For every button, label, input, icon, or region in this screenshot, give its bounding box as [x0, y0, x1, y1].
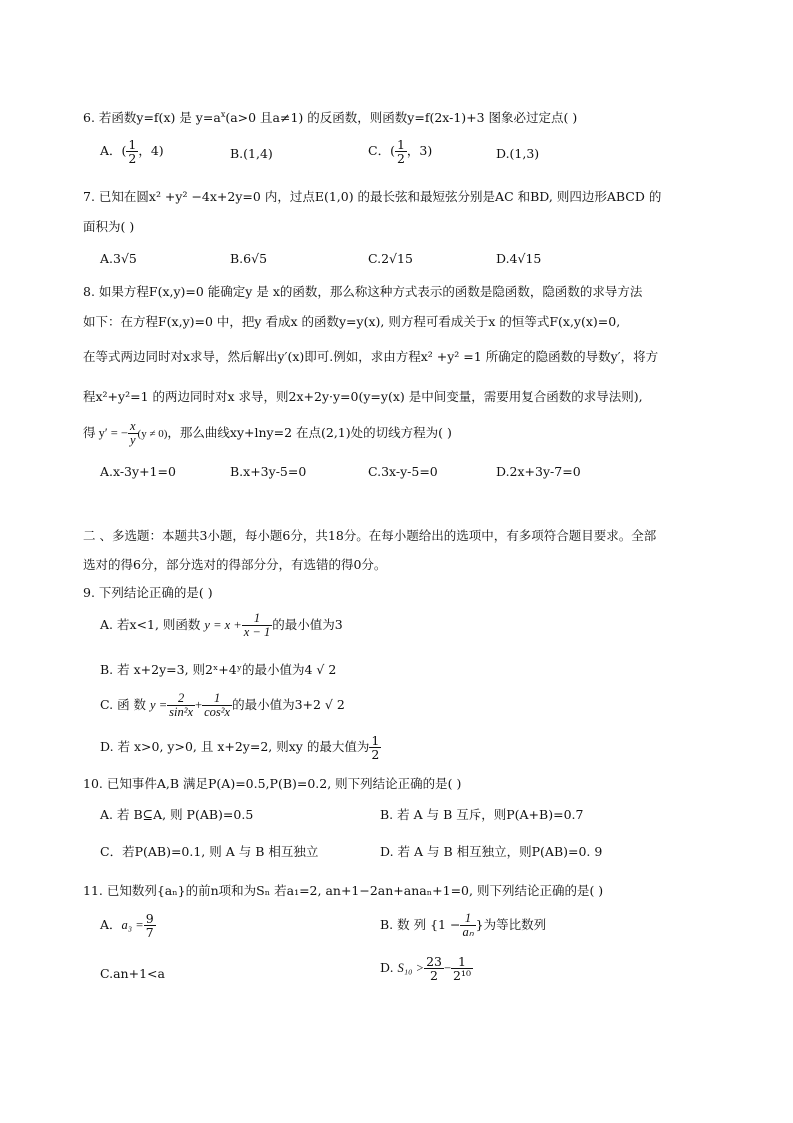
q9-option-a-fraction	[242, 612, 272, 639]
q11-option-d-pre: D.	[380, 960, 394, 975]
q11-option-a-fraction	[144, 912, 156, 939]
q9-option-b: B. 若 x+2y=3, 则2ˣ+4ʸ的最小值为4 √ 2	[100, 662, 337, 677]
q9-option-c-fraction1	[167, 692, 195, 719]
q9-option-d-num: 1	[371, 733, 380, 748]
q7-line2: 面积为( )	[83, 219, 135, 234]
q10-stem: 10. 已知事件A,B 满足P(A)=0.5,P(B)=0.2, 则下列结论正确的是( )	[83, 776, 462, 791]
q6-option-c-label: C．(	[368, 143, 395, 158]
q8-option-c: C.3x-y-5=0	[368, 464, 438, 479]
section2-line1: 二 、多选题：本题共3小题，每小题6分，共18分。在每小题给出的选项中，有多项符合题目要求。全部	[83, 528, 657, 543]
q8-line5-den: y	[129, 433, 136, 447]
q11-option-d-den2: 2¹⁰	[453, 968, 472, 983]
q7-option-c: C.2√15	[368, 251, 413, 266]
q11-option-a-math: a₃ =	[121, 918, 144, 932]
q11-option-c: C.an+1<a	[100, 966, 165, 981]
q6-option-a-fraction	[126, 138, 138, 165]
q6-stem-text: 6. 若函数y=f(x) 是 y=a	[83, 110, 221, 126]
q9-option-d-fraction	[369, 734, 381, 761]
q6-option-a-num: 1	[128, 137, 137, 152]
q9-option-d-pre: D. 若 x>0, y>0, 且 x+2y=2, 则xy 的最大值为	[100, 739, 370, 754]
q10-option-b: B. 若 A 与 B 互斥，则P(A+B)=0.7	[380, 807, 584, 822]
q6-option-a-rest: ，4)	[138, 143, 164, 158]
q11-option-d-num2: 1	[451, 955, 473, 969]
q9-option-c-den2: cos²x	[204, 705, 231, 719]
q8-line5-num: x	[129, 419, 136, 433]
q8-line5-pre: 得 y′ = −	[83, 426, 128, 440]
q9-option-c-num1: 2	[167, 692, 195, 706]
q6-option-a-den: 2	[128, 151, 137, 166]
q10-option-d: D. 若 A 与 B 相互独立，则P(AB)=0. 9	[380, 844, 603, 859]
q6-option-c-num: 1	[396, 137, 405, 152]
q8-option-a: A.x-3y+1=0	[100, 464, 176, 479]
q11-option-b-num: 1	[460, 912, 475, 926]
q8-line5	[83, 420, 452, 447]
q8-line5-post: ，那么曲线xy+lny=2 在点(2,1)处的切线方程为( )	[167, 425, 452, 440]
q11-option-a-den: 7	[145, 925, 154, 940]
q7-option-d: D.4√15	[496, 251, 542, 266]
q11-option-d-num1: 23	[426, 954, 442, 969]
q7-option-a: A.3√5	[100, 251, 137, 266]
q11-option-a-pre: A．	[100, 917, 122, 932]
section2-line2: 选对的得6分，部分选对的得部分分，有选错的得0分。	[83, 557, 387, 572]
q11-option-d-fraction2	[451, 955, 473, 982]
q6-option-c-den: 2	[396, 151, 405, 166]
q10-option-a: A. 若 B⊆A, 则 P(AB)=0.5	[100, 807, 254, 822]
q9-option-c-den1: sin²x	[169, 705, 194, 719]
q6-option-a	[100, 138, 164, 165]
q9-option-a-post: 的最小值为3	[272, 617, 343, 632]
q9-option-a-den: x − 1	[243, 625, 271, 639]
q7-line1: 7. 已知在圆x² +y² −4x+2y=0 内，过点E(1,0) 的最长弦和最短弦分别是AC 和BD, 则四边形ABCD 的	[83, 189, 662, 204]
q6-stem-mid: (a>0 且a≠1) 的反函数，则函数y=f(2x-1)+3 图象必过定点( )	[225, 110, 578, 126]
q9-option-a-pre: A. 若x<1, 则函数	[100, 617, 201, 632]
q6-stem-sup: x	[220, 110, 226, 119]
q6-option-a-label: A．(	[100, 143, 127, 158]
q9-option-c-fraction2	[202, 692, 232, 719]
q8-line5-cond: (y ≠ 0)	[137, 428, 168, 440]
q11-option-a-num: 9	[145, 911, 154, 926]
q6-option-c-rest: ，3)	[406, 143, 433, 158]
q11-option-d-fraction1	[424, 955, 444, 982]
q8-line4: 程x²+y²=1 的两边同时对x 求导，则2x+2y·y=0(y=y(x) 是中间变量，需要用复合函数的求导法则),	[83, 389, 643, 404]
q8-option-b: B.x+3y-5=0	[230, 464, 307, 479]
q9-option-c	[100, 692, 345, 719]
q9-option-c-post: 的最小值为3+2 √ 2	[232, 697, 345, 712]
q7-option-b: B.6√5	[230, 251, 268, 266]
q11-option-b-pre: B. 数 列 {1 −	[380, 917, 461, 932]
q11-option-d	[380, 955, 473, 982]
q9-option-c-pre: C. 函 数	[100, 697, 147, 712]
q11-option-d-minus: −	[443, 961, 452, 975]
q11-option-b-den: aₙ	[462, 925, 474, 939]
q8-line3: 在等式两边同时对x求导，然后解出y′(x)即可.例如，求由方程x² +y² =1 所确定的隐函数的导数y′，将方	[83, 349, 659, 364]
q9-option-a-math: y = x +	[204, 618, 242, 632]
q8-line5-fraction	[128, 420, 138, 447]
q9-option-a	[100, 612, 343, 639]
q8-option-d: D.2x+3y-7=0	[496, 464, 581, 479]
q10-option-c: C．若P(AB)=0.1, 则 A 与 B 相互独立	[100, 844, 319, 859]
q9-option-c-math: y =	[150, 698, 168, 712]
q9-stem: 9. 下列结论正确的是( )	[83, 585, 213, 600]
q9-option-c-num2: 1	[202, 692, 232, 706]
q6-option-b: B.(1,4)	[230, 146, 273, 161]
q9-option-d	[100, 734, 381, 761]
q8-line2: 如下：在方程F(x,y)=0 中，把y 看成x 的函数y=y(x), 则方程可看成关于x 的恒等式F(x,y(x)=0,	[83, 314, 621, 329]
q6-option-c-fraction	[395, 138, 407, 165]
q9-option-d-den: 2	[371, 747, 380, 762]
q8-line1: 8. 如果方程F(x,y)=0 能确定y 是 x的函数，那么称这种方式表示的函数是隐函数，隐函数的求导方法	[83, 284, 643, 299]
q11-stem: 11. 已知数列{aₙ}的前n项和为Sₙ 若a₁=2, an+1−2an+anaₙ+1=0, 则下列结论正确的是( )	[83, 883, 604, 898]
q11-option-a	[100, 912, 156, 939]
q11-option-b-fraction	[460, 912, 475, 939]
q11-option-b-post: }为等比数列	[475, 917, 547, 932]
q9-option-c-plus: +	[195, 698, 203, 712]
q11-option-b	[380, 912, 546, 939]
q9-option-a-num: 1	[242, 612, 272, 626]
q6-stem	[83, 106, 577, 127]
q11-option-d-math: S₁₀ >	[397, 961, 425, 975]
q6-option-d: D.(1,3)	[496, 146, 540, 161]
q11-option-d-den1: 2	[430, 968, 438, 983]
q6-option-c	[368, 138, 432, 165]
